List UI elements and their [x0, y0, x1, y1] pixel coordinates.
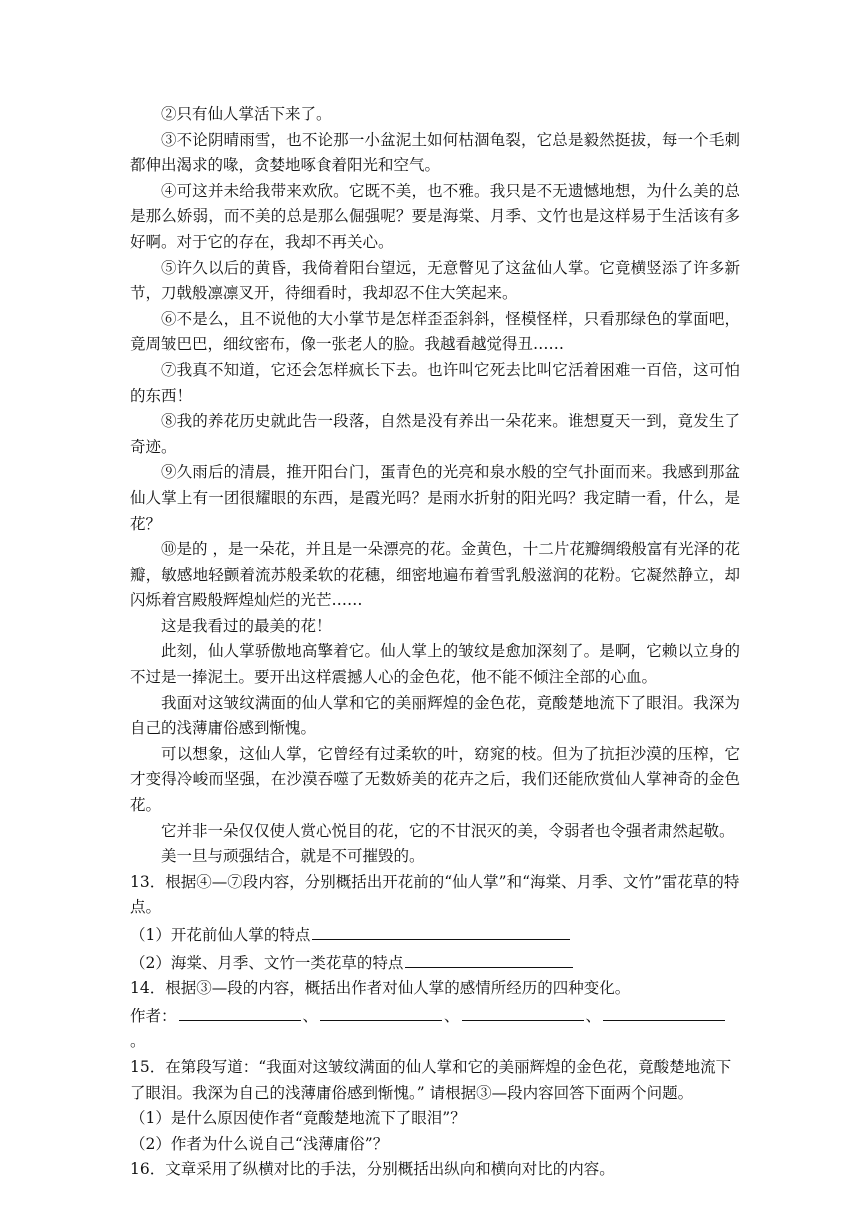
question-15-stem: 15．在第段写道：“我面对这皱纹满面的仙人掌和它的美丽辉煌的金色花，竟酸楚地流下了眼泪。我深为自己的浅薄庸俗感到惭愧。” 请根据③—段内容回答下面两个问题。 [130, 1057, 732, 1102]
answer-line-13-2[interactable] [405, 949, 573, 968]
separator: 、 [302, 1006, 319, 1025]
question-15-sub2: （2）作者为什么说自己“浅薄庸俗”？ [130, 1134, 389, 1153]
paragraph-7: ⑦我真不知道，它还会怎样疯长下去。也许叫它死去比叫它活着困难一百倍，这可怕的东西！ [130, 360, 740, 405]
end-mark: 。 [130, 1032, 146, 1051]
answer-blank-14-3[interactable] [462, 1002, 584, 1021]
question-16-stem: 16．文章采用了纵横对比的手法，分别概括出纵向和横向对比的内容。 [130, 1160, 615, 1179]
paragraph-4: ④可这并未给我带来欢欣。它既不美，也不雅。我只是不无遗憾地想，为什么美的总是那么娇弱，而不美的总是那么倔强呢？要是海棠、月季、文竹也是这样易于生活该有多好啊。对于它的存在，我却不再关心。 [130, 181, 740, 251]
question-15-sub1: （1）是什么原因使作者“竟酸楚地流下了眼泪”？ [130, 1109, 466, 1128]
paragraph-6: ⑥不是么，且不说他的大小掌节是怎样歪歪斜斜，怪模怪样，只看那绿色的掌面吧，竟周皱巴巴，细纹密布，像一张老人的脸。我越看越觉得丑…… [130, 309, 740, 354]
question-13-sub2-label: （2）海棠、月季、文竹一类花草的特点 [130, 953, 404, 972]
paragraph-2: ②只有仙人掌活下来了。 [161, 105, 332, 123]
question-14-answer [130, 1002, 740, 1055]
answer-blank-14-1[interactable] [179, 1002, 301, 1021]
paragraph-10: ⑩是的 ，是一朵花，并且是一朵漂亮的花。金黄色，十二片花瓣绸缎般富有光泽的花瓣，敏感地轻颤着流苏般柔软的花穗，细密地遍布着雪乳般滋润的花粉。它凝然静立，却闪烁着宫殿般辉煌灿烂的光芒…… [130, 540, 740, 610]
question-13-sub1 [130, 921, 740, 949]
separator: 、 [585, 1006, 602, 1025]
paragraph-12: 此刻，仙人掌骄傲地高擎着它。仙人掌上的皱纹是愈加深刻了。是啊，它赖以立身的不过是一捧泥土。要开出这样震撼人心的金色花，他不能不倾注全部的心血。 [130, 642, 740, 687]
paragraph-3: ③不论阴晴雨雪，也不论那一小盆泥土如何枯涸龟裂，它总是毅然挺拔，每一个毛刺都伸出渴求的喙，贪婪地啄食着阳光和空气。 [130, 130, 740, 175]
paragraph-14: 可以想象，这仙人掌，它曾经有过柔软的叶，窈窕的枝。但为了抗拒沙漠的压榨，它才变得冷峻而坚强，在沙漠吞噬了无数娇美的花卉之后，我们还能欣赏仙人掌神奇的金色花。 [130, 744, 740, 815]
paragraph-9: ⑨久雨后的清晨，推开阳台门，蛋青色的光亮和泉水般的空气扑面而来。我感到那盆仙人掌上有一团很耀眼的东西，是霞光吗？是雨水折射的阳光吗？我定睛一看，什么，是花？ [130, 463, 740, 533]
paragraph-8: ⑧我的养花历史就此告一段落，自然是没有养出一朵花来。谁想夏天一到，竟发生了奇迹。 [130, 412, 740, 456]
separator: 、 [444, 1006, 460, 1025]
question-14-prefix: 作者： [130, 1006, 177, 1025]
answer-blank-14-2[interactable] [320, 1002, 442, 1021]
question-14-stem: 14．根据③—段的内容，概括出作者对仙人掌的感情所经历的四种变化。 [130, 979, 631, 998]
answer-blank-14-4[interactable] [603, 1002, 725, 1021]
paragraph-5: ⑤许久以后的黄昏，我倚着阳台望远，无意瞥见了这盆仙人掌。它竟横竖添了许多新节，刀戟般凛凛叉开，待细看时，我却忍不住大笑起来。 [130, 258, 740, 303]
question-13-stem: 13．根据④—⑦段内容，分别概括出开花前的“仙人掌”和“海棠、月季、文竹”雷花草的特点。 [130, 872, 740, 917]
paragraph-13: 我面对这皱纹满面的仙人掌和它的美丽辉煌的金色花，竟酸楚地流下了眼泪。我深为自己的浅薄庸俗感到惭愧。 [130, 693, 740, 738]
question-13-sub2 [130, 949, 740, 977]
paragraph-11: 这是我看过的最美的花！ [161, 616, 332, 635]
document-content [130, 102, 740, 1183]
paragraph-15: 它并非一朵仅仅使人赏心悦目的花，它的不甘泯灭的美，令弱者也令强者肃然起敬。 [161, 821, 735, 840]
question-13-sub1-label: （1）开花前仙人掌的特点 [130, 926, 311, 944]
answer-line-13-1[interactable] [312, 921, 570, 940]
paragraph-16: 美一旦与顽强结合，就是不可摧毁的。 [161, 847, 425, 866]
